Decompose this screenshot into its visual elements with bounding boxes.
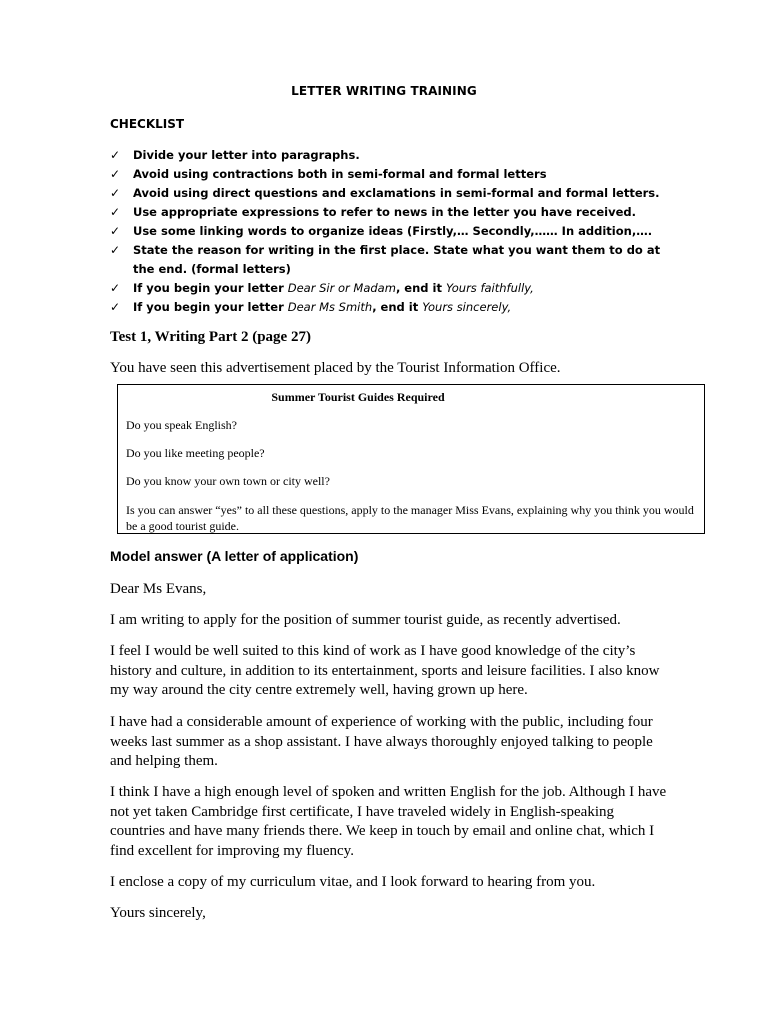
checklist-item-closing: Yours sincerely, (422, 300, 512, 314)
checkmark-icon: ✓ (110, 148, 121, 162)
advertisement-title: Summer Tourist Guides Required (271, 390, 445, 404)
checklist-item-greeting: Dear Ms Smith (287, 300, 373, 314)
checklist-item (110, 184, 670, 203)
letter-paragraph: I am writing to apply for the position of summer tourist guide, as recently advertised. (110, 612, 621, 628)
checklist-item-mid: , end it (395, 281, 446, 295)
intro-text: You have seen this advertisement placed by the Tourist Information Office. (110, 360, 561, 376)
checklist-item (110, 165, 670, 184)
checklist-item-prefix: If you begin your letter (133, 281, 288, 295)
advertisement-line: Do you like meeting people? (126, 446, 265, 460)
checklist-item (110, 222, 670, 241)
letter-paragraph: I have had a considerable amount of experience of working with the public, including four weeks last summer as a shop assistant. I have always thoroughly enjoyed talking to people and helping them. (110, 714, 653, 769)
checklist-item-closing: Yours faithfully, (445, 281, 534, 295)
letter-salutation: Dear Ms Evans, (110, 581, 207, 597)
advertisement-line: Do you speak English? (126, 418, 237, 432)
checklist-item-text: Use appropriate expressions to refer to news in the letter you have received. (133, 205, 636, 219)
letter-closing: Yours sincerely, (110, 905, 206, 921)
checklist-item-text: Use some linking words to organize ideas (Firstly,… Secondly,…… In addition,…. (133, 224, 653, 238)
checkmark-icon: ✓ (110, 224, 121, 238)
test-heading: Test 1, Writing Part 2 (page 27) (110, 329, 311, 345)
checkmark-icon: ✓ (110, 205, 121, 219)
checklist-item (110, 203, 670, 222)
checkmark-icon: ✓ (110, 281, 121, 295)
checklist-item (110, 146, 670, 165)
checklist-item-greeting: Dear Sir or Madam (287, 281, 396, 295)
advertisement-box (117, 384, 705, 534)
checklist-item-prefix: If you begin your letter (133, 300, 288, 314)
document-title: LETTER WRITING TRAINING (291, 84, 477, 98)
model-answer-heading: Model answer (A letter of application) (110, 548, 359, 564)
checklist-item (110, 241, 670, 279)
letter-paragraph: I feel I would be well suited to this kind of work as I have good knowledge of the city’s history and culture, in addition to its entertainment, sports and leisure facilities. I also know my way around the city centre extremely well, having grown up here. (110, 643, 660, 698)
advertisement-instructions: Is you can answer “yes” to all these questions, apply to the manager Miss Evans, explaining why you think you would be a good tourist guide. (126, 503, 694, 533)
letter-paragraph: I enclose a copy of my curriculum vitae, and I look forward to hearing from you. (110, 874, 596, 890)
checkmark-icon: ✓ (110, 186, 121, 200)
checklist-item-mid: , end it (372, 300, 423, 314)
checkmark-icon: ✓ (110, 167, 121, 181)
checklist (110, 146, 670, 317)
checklist-heading: CHECKLIST (110, 117, 185, 131)
checklist-item-text: Avoid using contractions both in semi-formal and formal letters (133, 167, 547, 181)
checklist-item-text: State the reason for writing in the first place. State what you want them to do at the end. (formal letters) (133, 243, 661, 276)
checklist-item-text: Divide your letter into paragraphs. (133, 148, 360, 162)
advertisement-line: Do you know your own town or city well? (126, 474, 330, 488)
checkmark-icon: ✓ (110, 243, 121, 257)
checkmark-icon: ✓ (110, 300, 121, 314)
checklist-item (110, 298, 670, 317)
checklist-item (110, 279, 670, 298)
letter-paragraph: I think I have a high enough level of spoken and written English for the job. Although I have not yet taken Cambridge first certificate, I have traveled widely in English-speaking countries and have many friends there. We keep in touch by email and online chat, which I find excellent for improving my fluency. (110, 784, 667, 859)
checklist-item-text: Avoid using direct questions and exclamations in semi-formal and formal letters. (133, 186, 660, 200)
